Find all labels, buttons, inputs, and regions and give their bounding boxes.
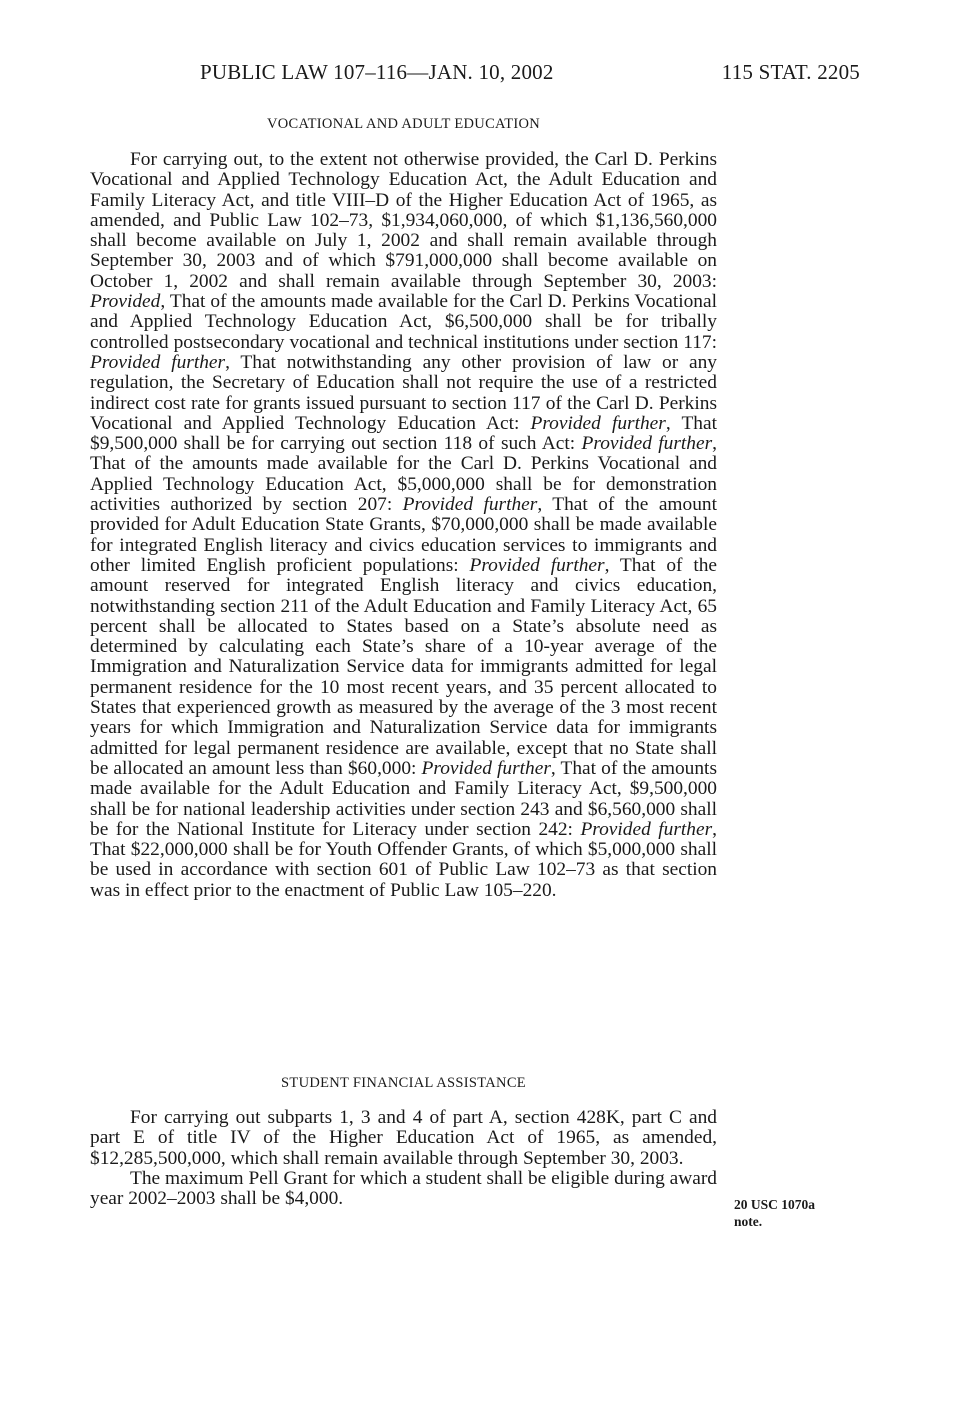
paragraph (90, 150, 717, 901)
text-run: , That notwithstanding any other provision of law or any regulation, the Secretary of Education shall not require the use of a restricted indirect cost rate for grants issued pursuant to section 117 of the Carl D. Perkins Vocational and Applied Technology Education Act: (90, 351, 717, 434)
proviso-phrase: Provided further (580, 818, 713, 840)
section-body-student-aid (90, 1108, 717, 1209)
text-run: , That of the amounts made available for the Adult Education and Family Literacy Act, $9,500,000 shall be for national leadership activities under section 243 and $6,560,000 shall be for the National Institute for Literacy under section 242: (90, 757, 717, 840)
proviso-phrase: Provided (90, 291, 161, 313)
text-run: , That of the amount provided for Adult Education State Grants, $70,000,000 shall be made available for integrated English literacy and civics education services to immigrants and other limited English proficient populations: (90, 494, 717, 576)
text-run: , That $9,500,000 shall be for carrying out section 118 of such Act: (90, 412, 717, 455)
margin-note-usc-citation (734, 1196, 844, 1230)
text-run: , That of the amount reserved for integrated English literacy and civics education, notwithstanding section 211 of the Adult Education and Family Literacy Act, 65 percent shall be allocated to States based on a State’s absolute need as determined by calculating each State’s share of a 10-year average of the Immigration and Naturalization Service data for immigrants admitted for legal permanent residence for the 10 most recent years, and 35 percent allocated to States that experienced growth as measured by the average of the 3 most recent years for which Immigration and Naturalization Service data for immigrants admitted for legal permanent residence are available, except that no State shall be allocated an amount less than $60,000: (90, 554, 718, 779)
text-run: For carrying out, to the extent not otherwise provided, the Carl D. Perkins Vocational and Applied Technology Education Act, the Adult Education and Family Literacy Act, and title VIII–D of the Higher Education Act of 1965, as amended, and Public Law 102–73, $1,934,060,000, of which $1,136,560,000 shall become available on July 1, 2002 and shall remain available through September 30, 2003 and of which $791,000,000 shall become available on October 1, 2002 and shall remain available through September 30, 2003: (90, 149, 717, 292)
text-run: , That of the amounts made available for the Carl D. Perkins Vocational and Applied Technology Education Act, $5,000,000 shall be for demonstration activities authorized by section 207: (90, 433, 717, 516)
proviso-phrase: Provided further (530, 412, 666, 434)
text-run: , That $22,000,000 shall be for Youth Offender Grants, of which $5,000,000 shall be used in accordance with section 601 of Public Law 102–73 as that section was in effect prior to the enactment of Public Law 105–220. (90, 818, 717, 901)
paragraph (90, 1108, 717, 1169)
proviso-phrase: Provided further (421, 757, 551, 779)
paragraph (90, 1169, 717, 1210)
statutes-page-number: 115 STAT. 2205 (721, 60, 860, 84)
section-heading-vocational: VOCATIONAL AND ADULT EDUCATION (266, 116, 541, 132)
proviso-phrase: Provided further (90, 351, 226, 373)
text-run: , That of the amounts made available for the Carl D. Perkins Vocational and Applied Technology Education Act, $6,500,000 shall be for tribally controlled postsecondary vocational and technical institutions under section 117: (90, 291, 717, 353)
public-law-citation: PUBLIC LAW 107–116—JAN. 10, 2002 (200, 60, 554, 84)
proviso-phrase: Provided further (469, 554, 605, 576)
proviso-phrase: Provided further (581, 433, 713, 455)
margin-note-line: note. (734, 1214, 763, 1229)
proviso-phrase: Provided further (402, 494, 538, 516)
running-head (200, 60, 860, 90)
section-body-vocational (90, 150, 717, 901)
text-run: The maximum Pell Grant for which a student shall be eligible during award year 2002–2003 shall be $4,000. (90, 1167, 717, 1210)
text-run: For carrying out subparts 1, 3 and 4 of part A, section 428K, part C and part E of title IV of the Higher Education Act of 1965, as amended, $12,285,500,000, which shall remain available through September 30, 2003. (90, 1107, 717, 1169)
margin-note-line: 20 USC 1070a (734, 1197, 816, 1212)
section-heading-student-aid: STUDENT FINANCIAL ASSISTANCE (281, 1075, 526, 1091)
